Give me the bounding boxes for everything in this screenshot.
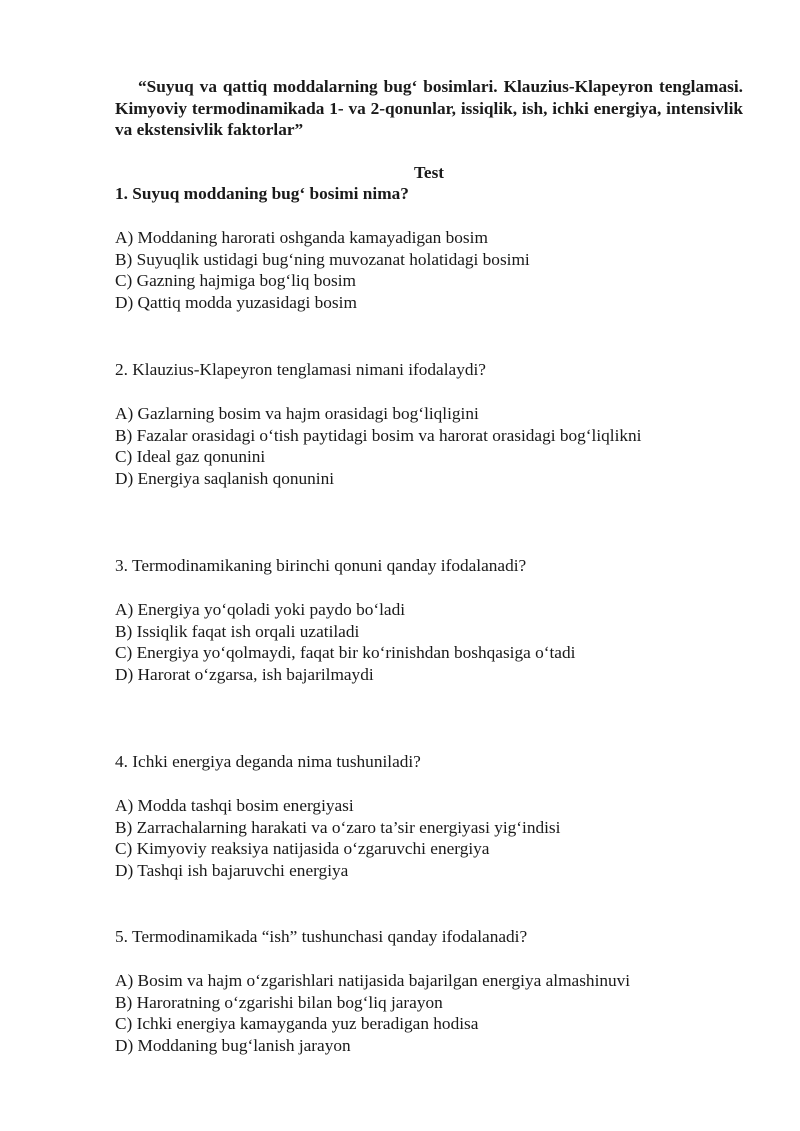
option-list (115, 795, 743, 882)
option-c: C) Energiya yo‘qolmaydi, faqat bir ko‘rinishdan boshqasiga o‘tadi (115, 643, 576, 663)
option-list (115, 599, 743, 686)
option-b: B) Zarrachalarning harakati va o‘zaro ta’sir energiyasi yig‘indisi (115, 817, 561, 837)
section-label-test: Test (413, 162, 445, 182)
option-d: D) Energiya saqlanish qonunini (115, 469, 335, 489)
question-2 (115, 359, 743, 490)
option-d: D) Qattiq modda yuzasidagi bosim (115, 293, 357, 313)
question-4 (115, 751, 743, 882)
document-title: “Suyuq va qattiq moddalarning bug‘ bosimlari. Klauzius-Klapeyron tenglamasi. Kimyoviy termodinamikada 1- va 2-qonunlar, issiqlik, ish, ichki energiya, intensivlik va ekstensivlik faktorlar” (115, 77, 743, 139)
question-text: 1. Suyuq moddaning bug‘ bosimi nima? (115, 184, 409, 203)
option-d: D) Harorat o‘zgarsa, ish bajarilmaydi (115, 665, 374, 685)
option-a: A) Bosim va hajm o‘zgarishlari natijasida bajarilgan energiya almashinuvi (115, 970, 631, 990)
option-b: B) Fazalar orasidagi o‘tish paytidagi bosim va harorat orasidagi bog‘liqlikni (115, 425, 642, 445)
option-a: A) Moddaning harorati oshganda kamayadigan bosim (115, 227, 488, 247)
question-1 (115, 183, 743, 314)
option-c: C) Gazning hajmiga bog‘liq bosim (115, 271, 356, 291)
option-c: C) Kimyoviy reaksiya natijasida o‘zgaruvchi energiya (115, 839, 490, 859)
document-page (115, 76, 743, 1057)
question-3 (115, 555, 743, 686)
question-text: 3. Termodinamikaning birinchi qonuni qanday ifodalanadi? (115, 555, 527, 575)
option-a: A) Energiya yo‘qoladi yoki paydo bo‘ladi (115, 599, 406, 619)
option-list (115, 403, 743, 490)
option-list (115, 970, 743, 1057)
question-5 (115, 926, 743, 1057)
question-text: 4. Ichki energiya deganda nima tushuniladi? (115, 751, 421, 771)
option-a: A) Modda tashqi bosim energiyasi (115, 795, 354, 815)
option-c: C) Ichki energiya kamayganda yuz beradigan hodisa (115, 1014, 479, 1034)
question-text: 5. Termodinamikada “ish” tushunchasi qanday ifodalanadi? (115, 926, 528, 946)
option-b: B) Suyuqlik ustidagi bug‘ning muvozanat holatidagi bosimi (115, 249, 530, 269)
option-list (115, 227, 743, 314)
option-a: A) Gazlarning bosim va hajm orasidagi bog‘liqligini (115, 403, 479, 423)
option-d: D) Tashqi ish bajaruvchi energiya (115, 861, 349, 881)
option-b: B) Issiqlik faqat ish orqali uzatiladi (115, 621, 360, 641)
option-d: D) Moddaning bug‘lanish jarayon (115, 1036, 351, 1056)
option-c: C) Ideal gaz qonunini (115, 447, 266, 467)
option-b: B) Haroratning o‘zgarishi bilan bog‘liq jarayon (115, 992, 443, 1012)
question-text: 2. Klauzius-Klapeyron tenglamasi nimani ifodalaydi? (115, 359, 486, 379)
